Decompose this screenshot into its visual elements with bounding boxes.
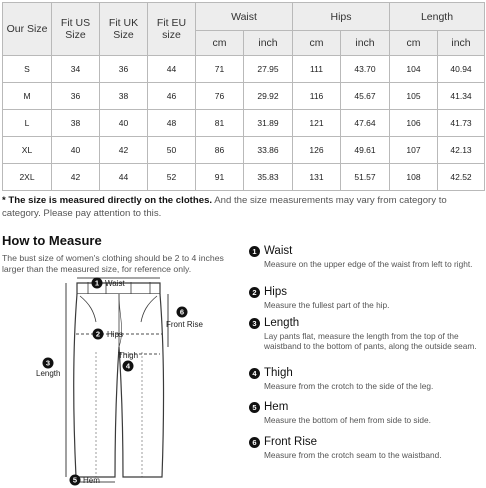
table-cell: 48 [148,110,196,137]
table-cell: 105 [390,83,438,110]
table-cell: 34 [52,56,100,83]
table-cell: 35.83 [244,164,293,191]
legend-number-badge: 6 [249,437,260,448]
header-hips: Hips [293,3,390,31]
subheader-length-cm: cm [390,31,438,56]
size-note [2,195,484,220]
size-chart-table [2,2,485,191]
legend-number-badge: 5 [249,402,260,413]
table-row [3,137,485,164]
table-cell: 106 [390,110,438,137]
table-header-row [3,3,485,31]
table-cell: 38 [52,110,100,137]
pants-measurement-diagram [0,272,230,488]
subheader-hips-inch: inch [341,31,390,56]
table-cell: 81 [196,110,244,137]
table-cell: 131 [293,164,341,191]
table-cell: 76 [196,83,244,110]
size-note-bold: * The size is measured directly on the clothes. [2,195,213,206]
table-cell: 108 [390,164,438,191]
table-cell: 104 [390,56,438,83]
subheader-waist-cm: cm [196,31,244,56]
table-cell: 38 [100,83,148,110]
how-to-measure-description: The bust size of women's clothing should be 2 to 4 inches larger than the measured size, for reference only. [2,253,224,274]
table-cell: S [3,56,52,83]
legend-title: Thigh [264,367,293,379]
table-cell: 52 [148,164,196,191]
diagram-label-hips: Hips [107,330,124,339]
table-cell: 71 [196,56,244,83]
svg-text:5: 5 [72,475,78,485]
table-cell: 42.13 [438,137,485,164]
header-fit-uk: Fit UK Size [100,3,148,56]
diagram-label-front-rise: Front Rise [166,320,203,329]
table-cell: 50 [148,137,196,164]
header-fit-eu: Fit EU size [148,3,196,56]
table-cell: 42 [100,137,148,164]
table-cell: 31.89 [244,110,293,137]
header-length: Length [390,3,485,31]
svg-text:1: 1 [94,278,100,288]
header-waist: Waist [196,3,293,31]
svg-text:4: 4 [125,361,131,371]
diagram-label-thigh: Thigh [118,351,139,360]
table-cell: 2XL [3,164,52,191]
table-cell: 45.67 [341,83,390,110]
table-cell: 36 [52,83,100,110]
legend-number-badge: 1 [249,246,260,257]
svg-text:6: 6 [179,307,185,317]
size-note-text: And the size measurements may vary from category to category. Please pay attention to this. [2,195,447,219]
table-cell: 86 [196,137,244,164]
table-cell: 36 [100,56,148,83]
legend-title: Hips [264,286,288,298]
legend-description: Measure on the upper edge of the waist from left to right. [264,259,473,269]
table-cell: 51.57 [341,164,390,191]
table-cell: 42.52 [438,164,485,191]
legend-description: Measure from the crotch to the side of the leg. [264,381,434,391]
table-cell: 41.34 [438,83,485,110]
diagram-label-length: Length [36,369,61,378]
diagram-label-waist: Waist [105,279,125,288]
table-body [3,56,485,191]
subheader-waist-inch: inch [244,31,293,56]
table-cell: 29.92 [244,83,293,110]
table-cell: 40.94 [438,56,485,83]
legend-number-badge: 4 [249,368,260,379]
table-cell: XL [3,137,52,164]
table-row [3,164,485,191]
legend-description: Lay pants flat, measure the length from the top of the waistband to the bottom of pants, along the outside seam. [264,331,477,352]
table-cell: 44 [100,164,148,191]
header-fit-us: Fit US Size [52,3,100,56]
table-cell: 46 [148,83,196,110]
legend-title: Waist [264,245,293,257]
table-cell: M [3,83,52,110]
legend-title: Front Rise [264,436,318,448]
table-cell: 40 [100,110,148,137]
table-cell: 33.86 [244,137,293,164]
table-row [3,56,485,83]
legend-title: Hem [264,401,289,413]
diagram-label-hem: Hem [83,476,100,485]
legend-description: Measure the fullest part of the hip. [264,300,390,310]
table-cell: 49.61 [341,137,390,164]
table-cell: L [3,110,52,137]
subheader-length-inch: inch [438,31,485,56]
svg-text:3: 3 [45,358,51,368]
pants-outline [74,282,164,477]
how-to-measure-title: How to Measure [2,233,102,248]
table-cell: 116 [293,83,341,110]
table-cell: 91 [196,164,244,191]
table-cell: 40 [52,137,100,164]
legend-description: Measure from the crotch seam to the waistband. [264,450,442,460]
table-cell: 43.70 [341,56,390,83]
table-cell: 27.95 [244,56,293,83]
table-cell: 107 [390,137,438,164]
table-row [3,83,485,110]
svg-text:2: 2 [95,329,101,339]
subheader-hips-cm: cm [293,31,341,56]
table-cell: 111 [293,56,341,83]
legend-description: Measure the bottom of hem from side to side. [264,415,431,425]
header-our-size: Our Size [3,3,52,56]
table-cell: 41.73 [438,110,485,137]
legend-title: Length [264,317,300,329]
table-cell: 121 [293,110,341,137]
table-cell: 42 [52,164,100,191]
table-cell: 44 [148,56,196,83]
table-cell: 47.64 [341,110,390,137]
table-cell: 126 [293,137,341,164]
table-row [3,110,485,137]
legend-number-badge: 2 [249,287,260,298]
legend-number-badge: 3 [249,318,260,329]
